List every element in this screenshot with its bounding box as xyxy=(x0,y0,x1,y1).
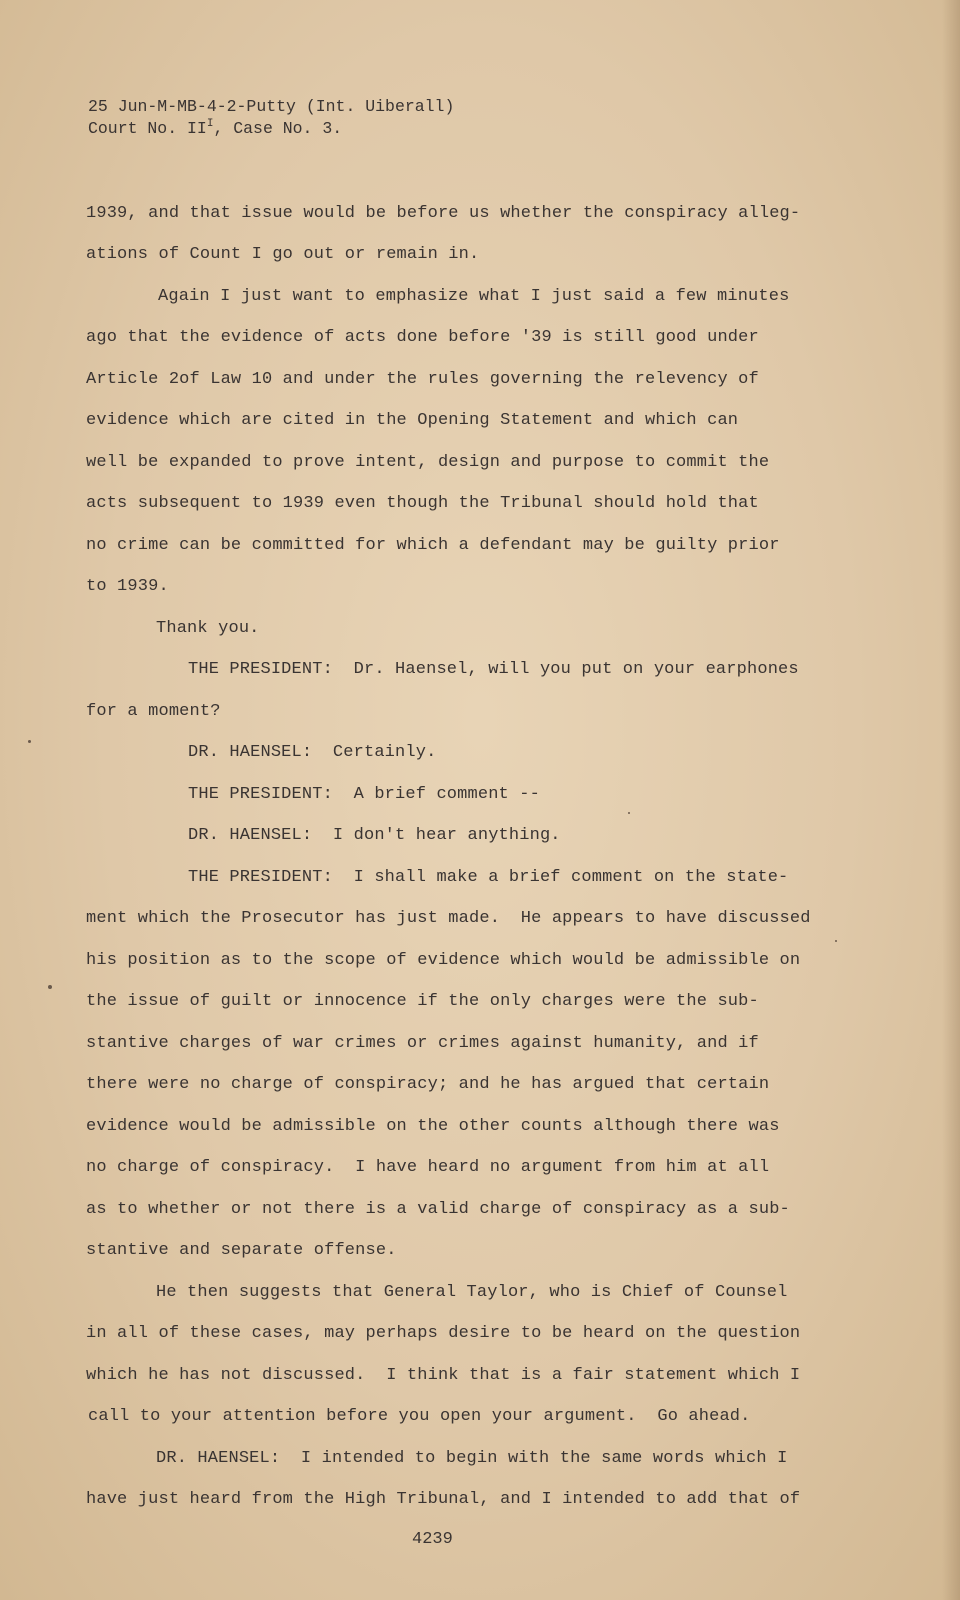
text-line: to 1939. xyxy=(86,577,169,596)
text-line: DR. HAENSEL: I intended to begin with the same words which I xyxy=(156,1449,788,1468)
text-line: call to your attention before you open your argument. Go ahead. xyxy=(88,1407,751,1426)
text-line: no charge of conspiracy. I have heard no argument from him at all xyxy=(86,1158,770,1177)
text-line: stantive and separate offense. xyxy=(86,1241,397,1260)
text-line: DR. HAENSEL: Certainly. xyxy=(188,743,437,762)
text-line: have just heard from the High Tribunal, and I intended to add that of xyxy=(86,1490,801,1509)
paper-speck xyxy=(48,985,52,989)
header-line-2: Court No. $II^I$, Case No. 3. xyxy=(88,118,343,138)
page-header xyxy=(88,96,454,140)
text-line: as to whether or not there is a valid charge of conspiracy as a sub- xyxy=(86,1200,790,1219)
text-line: 1939, and that issue would be before us whether the conspiracy alleg- xyxy=(86,204,801,223)
text-line: his position as to the scope of evidence which would be admissible on xyxy=(86,951,801,970)
text-line: THE PRESIDENT: I shall make a brief comment on the state- xyxy=(188,868,789,887)
text-line: Again I just want to emphasize what I just said a few minutes xyxy=(158,287,790,306)
text-line: acts subsequent to 1939 even though the Tribunal should hold that xyxy=(86,494,759,513)
text-line: ment which the Prosecutor has just made. He appears to have discussed xyxy=(86,909,811,928)
text-line: there were no charge of conspiracy; and he has argued that certain xyxy=(86,1075,770,1094)
text-line: ations of Count I go out or remain in. xyxy=(86,245,480,264)
text-line: DR. HAENSEL: I don't hear anything. xyxy=(188,826,561,845)
page-number: 4239 xyxy=(412,1530,453,1549)
text-line: ago that the evidence of acts done before '39 is still good under xyxy=(86,328,759,347)
text-line: THE PRESIDENT: A brief comment -- xyxy=(188,785,540,804)
paper-speck xyxy=(628,812,630,814)
text-line: which he has not discussed. I think that is a fair statement which I xyxy=(86,1366,801,1385)
text-line: Article 2of Law 10 and under the rules governing the relevency of xyxy=(86,370,759,389)
text-line: well be expanded to prove intent, design and purpose to commit the xyxy=(86,453,770,472)
text-line: evidence would be admissible on the other counts although there was xyxy=(86,1117,780,1136)
text-line: evidence which are cited in the Opening Statement and which can xyxy=(86,411,739,430)
text-line: Thank you. xyxy=(156,619,260,638)
paper-speck xyxy=(28,740,31,743)
paper-speck xyxy=(835,940,837,942)
text-line: the issue of guilt or innocence if the only charges were the sub- xyxy=(86,992,759,1011)
text-line: THE PRESIDENT: Dr. Haensel, will you put on your earphones xyxy=(188,660,799,679)
text-line: in all of these cases, may perhaps desire to be heard on the question xyxy=(86,1324,801,1343)
header-line-1: 25 Jun-M-MB-4-2-Putty (Int. Uiberall) xyxy=(88,97,455,116)
text-line: stantive charges of war crimes or crimes against humanity, and if xyxy=(86,1034,759,1053)
text-line: for a moment? xyxy=(86,702,221,721)
text-line: He then suggests that General Taylor, who is Chief of Counsel xyxy=(156,1283,788,1302)
text-line: no crime can be committed for which a defendant may be guilty prior xyxy=(86,536,780,555)
